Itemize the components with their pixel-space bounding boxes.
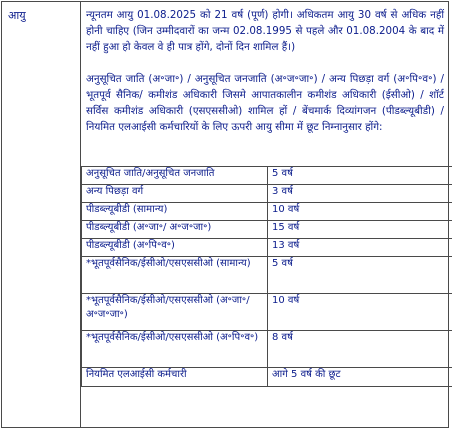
age-limit-paragraph: न्यूनतम आयु 01.08.2025 को 21 वर्ष (पूर्ण) होगी। अधिकतम आयु 30 वर्ष से अधिक नहीं होनी चाहिए (जिन उम्मीदवारों का जन्म 02.08.1995 से पहले और 01.08.2004 के बाद में नहीं हुआ हो केवल वे ही पात्र होंगे, दोनों दिन शामिल हैं।) — [86, 9, 444, 53]
table-row — [82, 239, 452, 257]
relaxation-cell: आगे 5 वर्ष की छूट — [268, 368, 452, 387]
category-cell: पीडब्ल्यूबीडी (अ॰पि॰व॰) — [82, 239, 268, 257]
category-cell: पीडब्ल्यूबीडी (सामान्य) — [82, 203, 268, 221]
relaxation-intro-paragraph: अनुसूचित जाति (अ॰जा॰) / अनुसूचित जनजाति (अ॰ज॰जा॰) / अन्य पिछड़ा वर्ग (अ॰पि॰व॰) /भूतपूर्व सैनिक/ कमीशंड अधिकारी जिसमे आपातकालीन कमीशंड अधिकारी (ईसीओ) / शॉर्ट सर्विस कमीशंड अधिकारी (एसएससीओ) शामिल हों / बेंचमार्क दिव्यांगजन (पीडब्ल्यूबीडी) / नियमित एलआईसी कर्मचारियों के लिए ऊपरी आयु सीमा में छूट निम्नानुसार होंगे: — [86, 73, 444, 133]
relaxation-table — [81, 166, 452, 387]
table-row — [82, 185, 452, 203]
category-cell: *भूतपूर्वसैनिक/ईसीओ/एसएससीओ (सामान्य) — [82, 257, 268, 294]
table-row — [82, 203, 452, 221]
table-row — [82, 368, 452, 387]
table-row — [82, 221, 452, 239]
category-cell: *भूतपूर्वसैनिक/ईसीओ/एसएससीओ (अ॰पि॰व॰) — [82, 331, 268, 368]
content-column — [81, 2, 448, 427]
relaxation-cell: 5 वर्ष — [268, 257, 452, 294]
age-criteria-block — [1, 1, 449, 428]
table-row — [82, 294, 452, 331]
relaxation-cell: 8 वर्ष — [268, 331, 452, 368]
relaxation-cell: 10 वर्ष — [268, 294, 452, 331]
category-cell: नियमित एलआईसी कर्मचारी — [82, 368, 268, 387]
relaxation-cell: 13 वर्ष — [268, 239, 452, 257]
section-label: आयु — [8, 9, 26, 22]
relaxation-cell: 10 वर्ष — [268, 203, 452, 221]
relaxation-cell: 15 वर्ष — [268, 221, 452, 239]
category-cell: अन्य पिछड़ा वर्ग — [82, 185, 268, 203]
table-row — [82, 167, 452, 185]
category-cell: *भूतपूर्वसैनिक/ईसीओ/एसएससीओ (अ॰जा॰/ अ॰ज॰जा॰) — [82, 294, 268, 331]
table-row — [82, 331, 452, 368]
relaxation-cell: 5 वर्ष — [268, 167, 452, 185]
table-row — [82, 257, 452, 294]
category-cell: अनुसूचित जाति/अनुसूचित जनजाति — [82, 167, 268, 185]
relaxation-cell: 3 वर्ष — [268, 185, 452, 203]
label-column — [2, 2, 81, 427]
category-cell: पीडब्ल्यूबीडी (अ॰जा॰/ अ॰ज॰जा॰) — [82, 221, 268, 239]
